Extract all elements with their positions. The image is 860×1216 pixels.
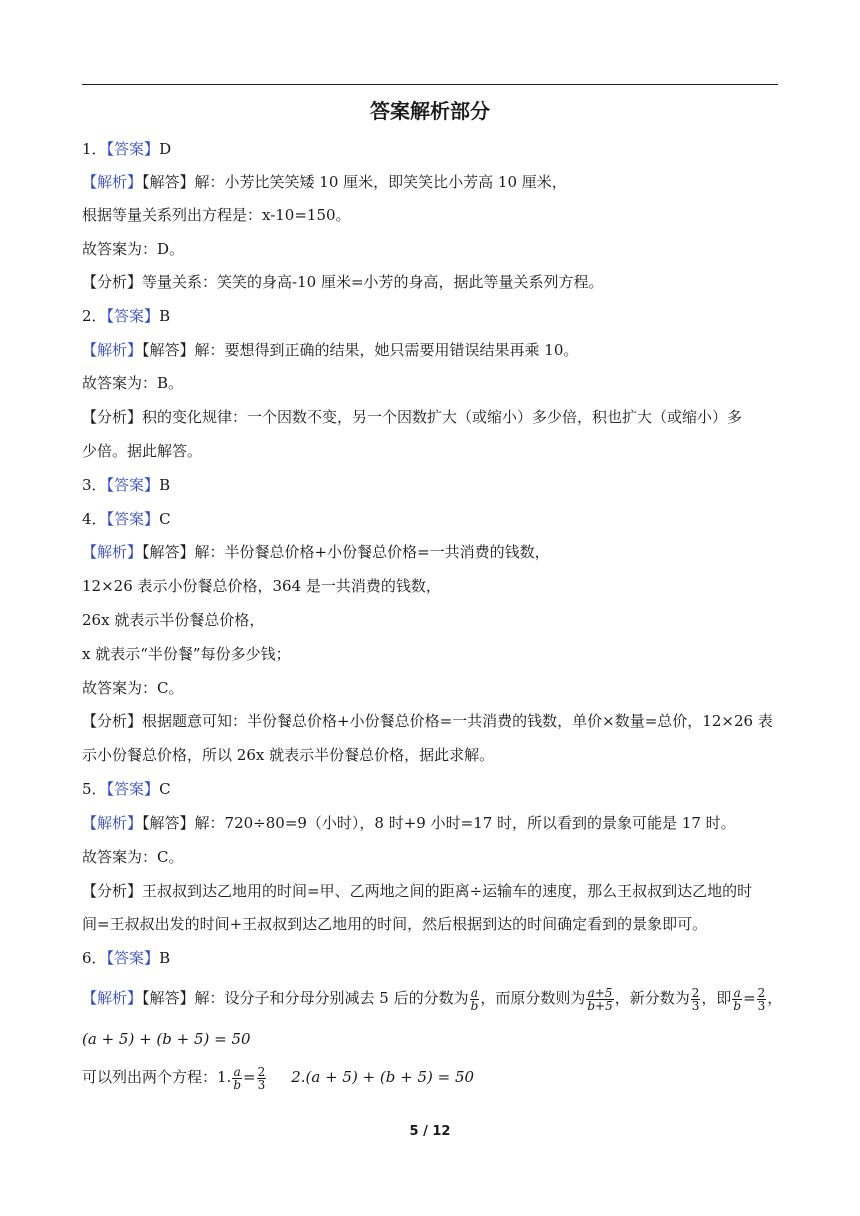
- q5-answer-line: [82, 778, 782, 800]
- q6-solution-a: 解：设分子和分母分别减去 5 后的分数为: [194, 989, 469, 1007]
- equals-sign: =: [243, 1068, 256, 1086]
- q4-analysis-line: [82, 710, 782, 732]
- answer-label: 【答案】: [106, 476, 160, 494]
- q6-solution-line: [82, 984, 782, 1012]
- answer-label: 【答案】: [106, 780, 160, 798]
- q6-solution-b: ，而原分数则为: [480, 989, 586, 1007]
- fraction-denominator: b: [233, 1077, 241, 1092]
- q6-solution-c: ，新分数为: [614, 989, 690, 1007]
- fraction-numerator: a: [233, 1064, 241, 1079]
- q5-answer: C: [159, 780, 171, 798]
- q3-number: 3．: [82, 476, 107, 494]
- jieda-label: 【解答】: [142, 814, 195, 832]
- q2-solution-1: 解：要想得到正确的结果，她只需要用错误结果再乘 10。: [194, 341, 579, 359]
- fraction-a-over-b: [732, 987, 742, 1012]
- fenxi-label: 【分析】: [82, 882, 143, 900]
- fraction-new: [757, 987, 767, 1012]
- q1-analysis: 等量关系：笑笑的身高-10 厘米=小芳的身高，据此等量关系列方程。: [142, 273, 604, 291]
- equals-sign: =: [743, 989, 756, 1007]
- q6-answer-line: [82, 947, 782, 969]
- jieda-label: 【解答】: [142, 989, 195, 1007]
- page-number: 5 / 12: [409, 1124, 451, 1139]
- fraction-numerator: 2: [257, 1064, 266, 1079]
- q1-analysis-line: [82, 271, 782, 293]
- jieda-label: 【解答】: [142, 543, 195, 561]
- q4-number: 4．: [82, 510, 107, 528]
- fraction-numerator: a: [470, 985, 479, 1000]
- q5-analysis-2: 间=王叔叔出发的时间+王叔叔到达乙地用的时间，然后根据到达的时间确定看到的景象即可。: [82, 915, 708, 933]
- q4-analysis-1: 根据题意可知：半份餐总价格+小份餐总价格=一共消费的钱数，单价×数量=总价，12×26 表: [142, 712, 773, 730]
- q2-answer: B: [159, 307, 171, 325]
- fraction-denominator: 3: [257, 1077, 266, 1092]
- q5-solution-line: [82, 812, 782, 834]
- fraction-numerator: a+5: [587, 985, 613, 1000]
- q4-conclusion: 故答案为：C。: [82, 679, 184, 697]
- q1-solution-line: [82, 171, 782, 193]
- q6-number: 6．: [82, 949, 107, 967]
- jiexi-label: 【解析】: [82, 173, 143, 191]
- q4-solution-3: 26x 就表示半份餐总价格，: [82, 611, 265, 629]
- q2-answer-line: [82, 305, 782, 327]
- fenxi-label: 【分析】: [82, 712, 143, 730]
- fraction-numerator: a: [733, 985, 741, 1000]
- answer-label: 【答案】: [106, 140, 160, 158]
- fraction-denominator: 3: [691, 998, 700, 1013]
- q5-conclusion: 故答案为：C。: [82, 848, 184, 866]
- q1-conclusion: 故答案为：D。: [82, 240, 185, 258]
- q2-conclusion: 故答案为：B。: [82, 374, 184, 392]
- fraction-new: [257, 1066, 267, 1091]
- q5-number: 5．: [82, 780, 107, 798]
- fraction-numerator: 2: [757, 985, 766, 1000]
- answer-label: 【答案】: [106, 949, 160, 967]
- fraction-original: [586, 987, 613, 1012]
- answer-label: 【答案】: [106, 510, 160, 528]
- fraction-denominator: b: [470, 998, 479, 1013]
- q1-answer: D: [159, 140, 172, 158]
- q5-analysis-line: [82, 880, 782, 902]
- q6-answer: B: [159, 949, 171, 967]
- q4-analysis-2: 示小份餐总价格，所以 26x 就表示半份餐总价格，据此求解。: [82, 746, 495, 764]
- q6-two-eq-2: 2.(a + 5) + (b + 5) = 50: [291, 1068, 475, 1086]
- answer-label: 【答案】: [106, 307, 160, 325]
- jiexi-label: 【解析】: [82, 341, 143, 359]
- q4-solution-line: [82, 541, 782, 563]
- q6-solution-f: ，: [767, 989, 783, 1007]
- q4-answer-line: [82, 508, 782, 530]
- q3-answer-line: [82, 474, 782, 496]
- q2-solution-line: [82, 339, 782, 361]
- q1-number: 1．: [82, 140, 107, 158]
- jiexi-label: 【解析】: [82, 814, 143, 832]
- q2-analysis-line: [82, 406, 782, 428]
- header-rule: [82, 84, 778, 85]
- q4-solution-2: 12×26 表示小份餐总价格，364 是一共消费的钱数，: [82, 577, 441, 595]
- q1-answer-line: [82, 138, 782, 160]
- page-title: 答案解析部分: [370, 99, 490, 123]
- q6-equation-1: (a + 5) + (b + 5) = 50: [82, 1030, 251, 1048]
- q4-solution-1: 解：半份餐总价格+小份餐总价格=一共消费的钱数，: [194, 543, 550, 561]
- q2-analysis-1: 积的变化规律：一个因数不变，另一个因数扩大（或缩小）多少倍，积也扩大（或缩小）多: [142, 408, 743, 426]
- fraction-denominator: b+5: [587, 998, 613, 1013]
- jieda-label: 【解答】: [142, 173, 195, 191]
- q4-solution-4: x 就表示“半份餐”每份多少钱；: [82, 645, 291, 663]
- fraction-numerator: 2: [691, 985, 700, 1000]
- q6-two-eq-intro: 可以列出两个方程：1.: [82, 1068, 232, 1086]
- jiexi-label: 【解析】: [82, 543, 143, 561]
- jiexi-label: 【解析】: [82, 989, 143, 1007]
- q2-analysis-2: 少倍。据此解答。: [82, 442, 203, 460]
- q4-answer: C: [159, 510, 171, 528]
- fraction-new: [691, 987, 701, 1012]
- q6-two-equations-line: [82, 1063, 782, 1091]
- jieda-label: 【解答】: [142, 341, 195, 359]
- q1-solution-1: 解：小芳比笑笑矮 10 厘米，即笑笑比小芳高 10 厘米，: [194, 173, 567, 191]
- fraction-denominator: b: [733, 998, 742, 1013]
- q2-number: 2．: [82, 307, 107, 325]
- fenxi-label: 【分析】: [82, 273, 143, 291]
- fraction-denominator: 3: [757, 998, 766, 1013]
- q5-analysis-1: 王叔叔到达乙地用的时间=甲、乙两地之间的距离÷运输车的速度，那么王叔叔到达乙地的时: [142, 882, 753, 900]
- fraction-a-over-b: [470, 987, 480, 1012]
- q6-solution-d: ，即: [701, 989, 732, 1007]
- q5-solution-1: 解：720÷80=9（小时），8 时+9 小时=17 时，所以看到的景象可能是 17 时。: [194, 814, 736, 832]
- q3-answer: B: [159, 476, 171, 494]
- fenxi-label: 【分析】: [82, 408, 143, 426]
- fraction-a-over-b: [232, 1066, 242, 1091]
- q1-solution-2: 根据等量关系列出方程是：x-10=150。: [82, 206, 351, 224]
